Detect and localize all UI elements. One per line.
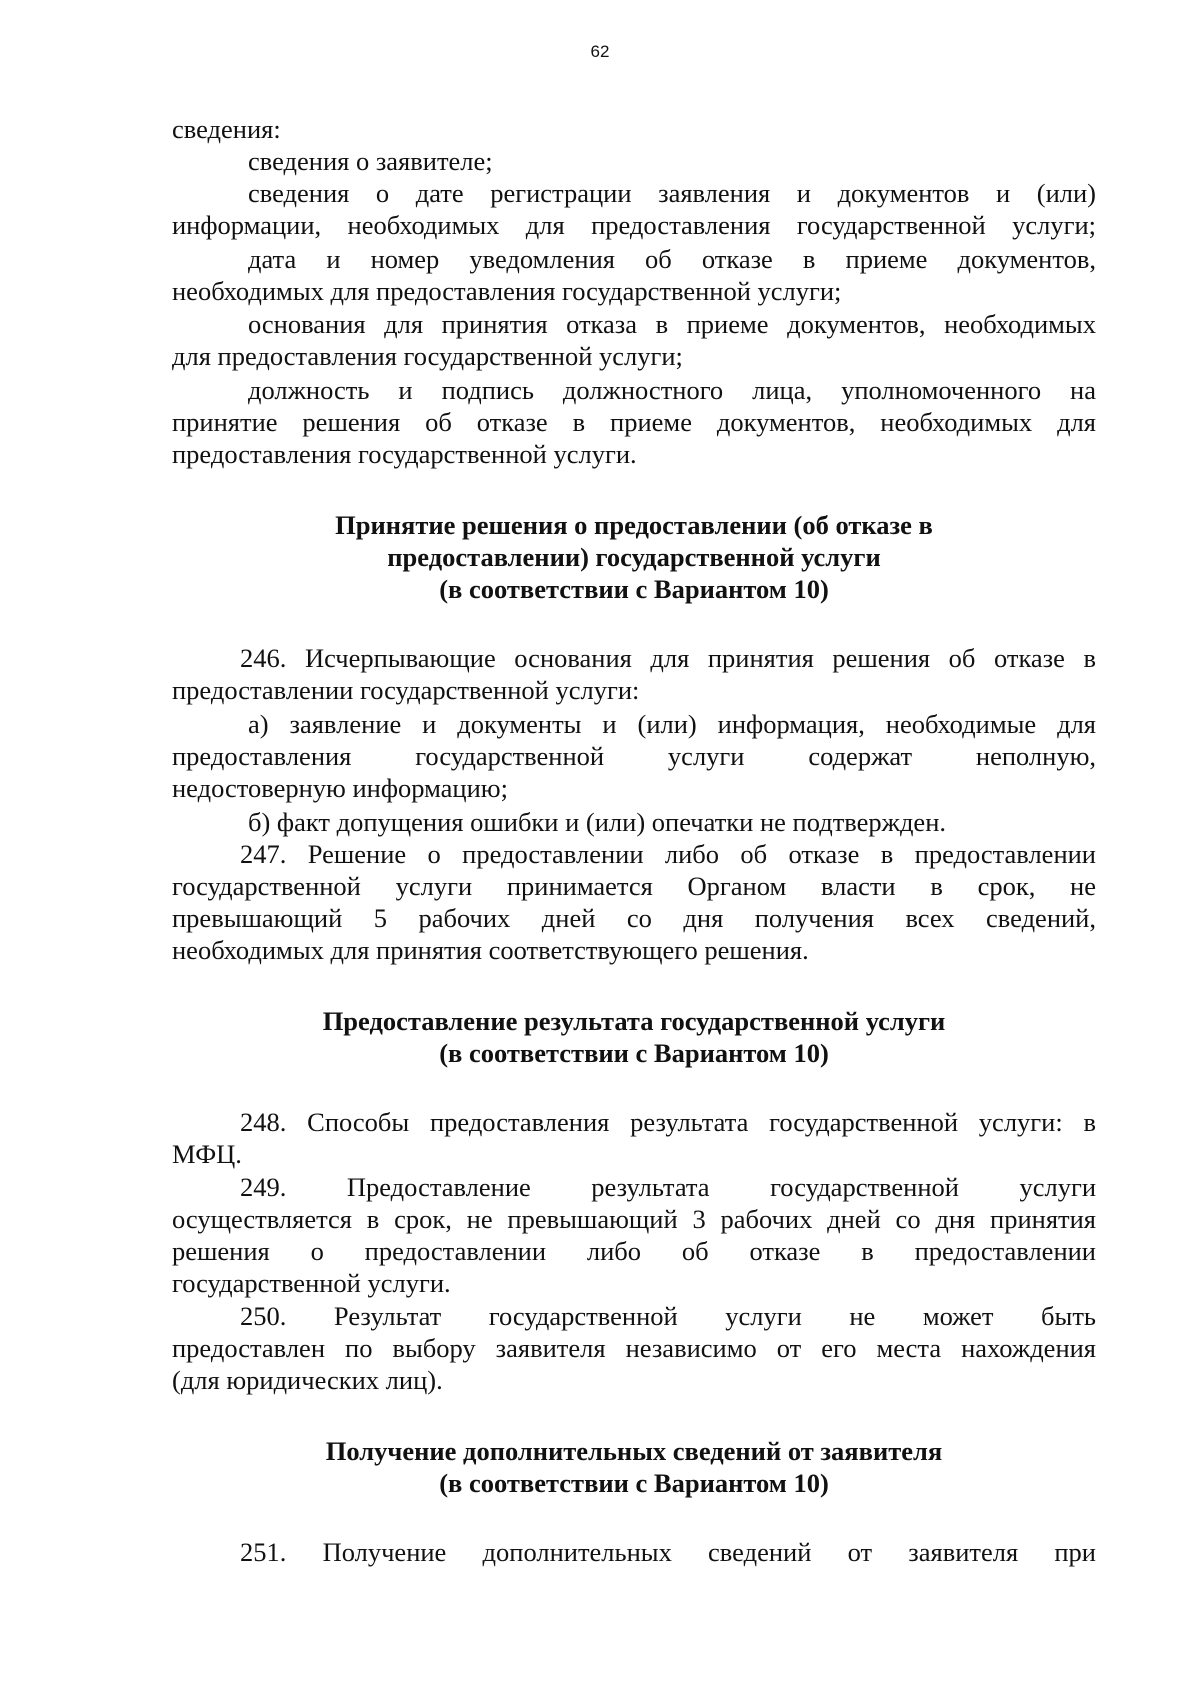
text-line: государственной услуги.: [172, 1268, 451, 1298]
text-line: а) заявление и документы и (или) информация, необходимые для: [248, 709, 1096, 739]
text-line: государственной услуги принимается Органом власти в срок, не: [172, 871, 1096, 901]
text-line: (для юридических лиц).: [172, 1365, 443, 1395]
page-number: 62: [590, 42, 610, 61]
text-line: предоставления государственной услуги содержат неполную,: [172, 741, 1096, 771]
section-heading: Принятие решения о предоставлении (об отказе в: [335, 510, 933, 540]
text-line: информации, необходимых для предоставления государственной услуги;: [172, 210, 1096, 240]
section-heading: Получение дополнительных сведений от заявителя: [325, 1436, 943, 1466]
text-line: основания для принятия отказа в приеме документов, необходимых: [248, 309, 1096, 339]
section-heading: Предоставление результата государственной услуги: [322, 1006, 946, 1036]
text-line: необходимых для принятия соответствующего решения.: [172, 935, 809, 965]
text-line: решения о предоставлении либо об отказе в предоставлении: [172, 1236, 1096, 1266]
text-line: сведения о дате регистрации заявления и документов и (или): [248, 178, 1096, 208]
text-line: превышающий 5 рабочих дней со дня получения всех сведений,: [172, 903, 1096, 933]
text-line: 248. Способы предоставления результата государственной услуги: в: [240, 1107, 1096, 1137]
section-heading: предоставлении) государственной услуги: [387, 542, 881, 572]
text-line: должность и подпись должностного лица, уполномоченного на: [248, 375, 1096, 405]
text-line: дата и номер уведомления об отказе в приеме документов,: [248, 244, 1096, 274]
text-line: 250. Результат государственной услуги не может быть: [240, 1301, 1096, 1331]
text-line: предоставлен по выбору заявителя независимо от его места нахождения: [172, 1333, 1096, 1363]
section-heading: (в соответствии с Вариантом 10): [439, 1468, 829, 1498]
text-line: сведения:: [172, 114, 281, 144]
section-heading: (в соответствии с Вариантом 10): [439, 574, 829, 604]
text-line: для предоставления государственной услуги;: [172, 341, 683, 371]
text-line: предоставлении государственной услуги:: [172, 675, 640, 705]
text-line: принятие решения об отказе в приеме документов, необходимых для: [172, 407, 1096, 437]
text-line: сведения о заявителе;: [248, 146, 493, 176]
text-line: осуществляется в срок, не превышающий 3 рабочих дней со дня принятия: [172, 1204, 1096, 1234]
section-heading: (в соответствии с Вариантом 10): [439, 1038, 829, 1068]
text-line: 251. Получение дополнительных сведений от заявителя при: [240, 1537, 1096, 1567]
text-line: МФЦ.: [172, 1139, 242, 1169]
text-line: необходимых для предоставления государственной услуги;: [172, 276, 842, 306]
text-line: 246. Исчерпывающие основания для принятия решения об отказе в: [240, 643, 1096, 673]
text-line: 247. Решение о предоставлении либо об отказе в предоставлении: [240, 839, 1096, 869]
text-line: б) факт допущения ошибки и (или) опечатки не подтвержден.: [248, 807, 947, 837]
text-line: предоставления государственной услуги.: [172, 439, 637, 469]
text-line: недостоверную информацию;: [172, 773, 508, 803]
text-line: 249. Предоставление результата государственной услуги: [240, 1172, 1096, 1202]
